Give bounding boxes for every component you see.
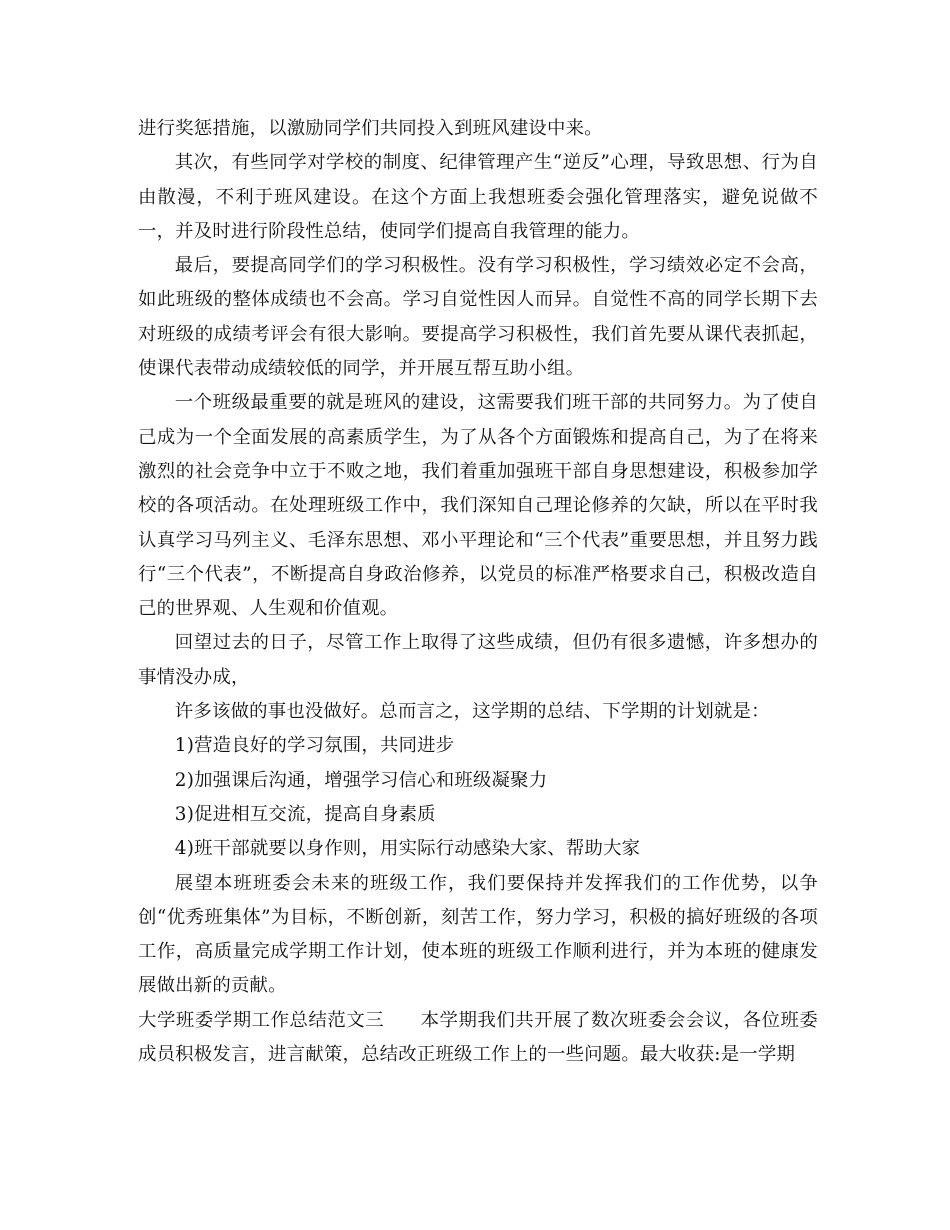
paragraph-second: 其次，有些同学对学校的制度、纪律管理产生“逆反”心理，导致思想、行为自由散漫，不利于班风建设。在这个方面上我想班委会强化管理落实，避免说做不一，并及时进行阶段性总结，使同学们提高自我管理的能力。 [138, 152, 818, 242]
paragraph-class-style: 一个班级最重要的就是班风的建设，这需要我们班干部的共同努力。为了使自己成为一个全面发展的高素质学生，为了从各个方面锻炼和提高自己，为了在将来激烈的社会竞争中立于不败之地，我们着重加强班干部自身思想建设，积极参加学校的各项活动。在处理班级工作中，我们深知自己理论修养的欠缺，所以在平时我认真学习马列主义、毛泽东思想、邓小平理论和“三个代表”重要思想，并且努力践行“三个代表”，不断提高自身政治修养，以党员的标准严格要求自己，积极改造自己的世界观、人生观和价值观。 [138, 392, 818, 620]
list-item: 3)促进相互交流，提高自身素质 [174, 803, 436, 825]
section-title: 大学班委学期工作总结范文三 [138, 1009, 385, 1031]
paragraph-review: 回望过去的日子，尽管工作上取得了这些成绩，但仍有很多遗憾，许多想办的事情没办成， [138, 632, 818, 688]
list-item: 4)班干部就要以身作则，用实际行动感染大家、帮助大家 [174, 838, 641, 860]
paragraph-summary: 许多该做的事也没做好。总而言之，这学期的总结、下学期的计划就是： [174, 701, 770, 723]
paragraph-closing: 展望本班班委会未来的班级工作，我们要保持并发挥我们的工作优势，以争创“优秀班集体”为目标，不断创新，刻苦工作，努力学习，积极的搞好班级的各项工作，高质量完成学期工作计划，使本班的班级工作顺利进行，并为本班的健康发展做出新的贡献。 [138, 872, 818, 997]
list-item: 2)加强课后沟通，增强学习信心和班级凝聚力 [174, 769, 548, 791]
section-paragraph [138, 1004, 818, 1073]
section-text: 本学期我们共开展了数次班委会会议，各位班委成员积极发言，进言献策，总结改正班级工作上的一些问题。最大收获:是一学期 [138, 1009, 818, 1066]
paragraph-last: 最后，要提高同学们的学习积极性。没有学习积极性，学习绩效必定不会高，如此班级的整体成绩也不会高。学习自觉性因人而异。自觉性不高的同学长期下去对班级的成绩考评会有很大影响。要提高学习积极性，我们首先要从课代表抓起，使课代表带动成绩较低的同学，并开展互帮互助小组。 [138, 255, 818, 380]
paragraph-intro: 进行奖惩措施，以激励同学们共同投入到班风建设中来。 [138, 118, 603, 139]
document-page [138, 112, 818, 1072]
list-item: 1)营造良好的学习氛围，共同进步 [174, 735, 455, 757]
